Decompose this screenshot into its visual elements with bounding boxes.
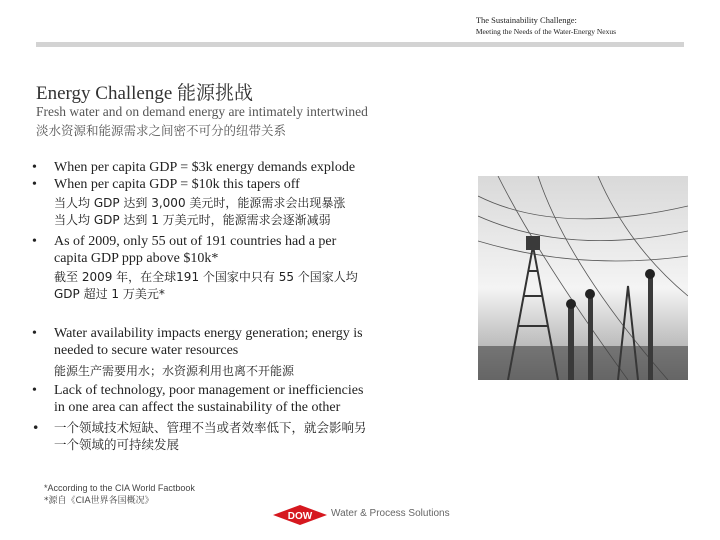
bullet-translation: 截至 2009 年，在全球191 个国家中只有 55 个国家人均 xyxy=(54,270,358,284)
header-divider xyxy=(36,42,684,47)
slide-subtitle-zh: 淡水资源和能源需求之间密不可分的纽带关系 xyxy=(36,123,287,138)
bullet-continuation: needed to secure water resources xyxy=(54,343,239,358)
dow-logo xyxy=(272,504,328,531)
footnote-zh: *源自《CIA世界各国概况》 xyxy=(44,496,154,506)
bullet-translation: 当人均 GDP 达到 3,000 美元时，能源需求会出现暴涨 xyxy=(54,196,346,210)
bullet-text: Water availability impacts energy generation; energy is xyxy=(54,326,363,341)
slide-subtitle-en: Fresh water and on demand energy are intimately intertwined xyxy=(36,104,368,119)
brand-tagline: Water & Process Solutions xyxy=(331,508,450,519)
bullet-list xyxy=(32,159,452,453)
logo-text: DOW xyxy=(287,511,313,522)
header-line-1: The Sustainability Challenge: xyxy=(475,15,577,25)
bullet-continuation: in one area can affect the sustainability of the other xyxy=(54,400,341,415)
bullet-text: As of 2009, only 55 out of 191 countries had a per xyxy=(54,234,337,249)
bullet-translation: GDP 超过 1 万美元* xyxy=(54,287,165,301)
bullet-text: Lack of technology, poor management or inefficiencies xyxy=(54,383,364,398)
bullet-translation: 当人均 GDP 达到 1 万美元时，能源需求会逐渐减弱 xyxy=(54,213,331,227)
bullet-continuation: 一个领域的可持续发展 xyxy=(54,437,180,452)
bullet-item: • As of 2009, only 55 out of 191 countries had a per xyxy=(32,234,337,249)
bullet-continuation: capita GDP ppp above $10k* xyxy=(54,251,219,266)
dow-diamond-icon xyxy=(272,504,328,526)
bullet-item: • 一个领域技术短缺、管理不当或者效率低下，就会影响另 xyxy=(32,420,367,435)
footnote xyxy=(44,482,195,508)
bullet-text: When per capita GDP = $10k this tapers off xyxy=(54,177,300,192)
footnote-en: *According to the CIA World Factbook xyxy=(44,483,195,493)
header-line-2: Meeting the Needs of the Water-Energy Nexus xyxy=(475,27,616,36)
bullet-item: • When per capita GDP = $3k energy demands explode xyxy=(32,160,356,175)
power-lines-photo xyxy=(478,176,688,380)
substation-image xyxy=(478,176,688,380)
bullet-text: When per capita GDP = $3k energy demands explode xyxy=(54,160,356,175)
bullet-item: • When per capita GDP = $10k this tapers off xyxy=(32,177,300,192)
slide-title: Energy Challenge 能源挑战 xyxy=(36,83,254,104)
bullet-item: • Lack of technology, poor management or inefficiencies xyxy=(32,383,364,398)
bullet-text: 一个领域技术短缺、管理不当或者效率低下，就会影响另 xyxy=(54,420,367,435)
header-text xyxy=(476,14,616,38)
bullet-translation: 能源生产需要用水；水资源利用也离不开能源 xyxy=(54,364,295,378)
bullet-item: • Water availability impacts energy generation; energy is xyxy=(32,326,363,341)
